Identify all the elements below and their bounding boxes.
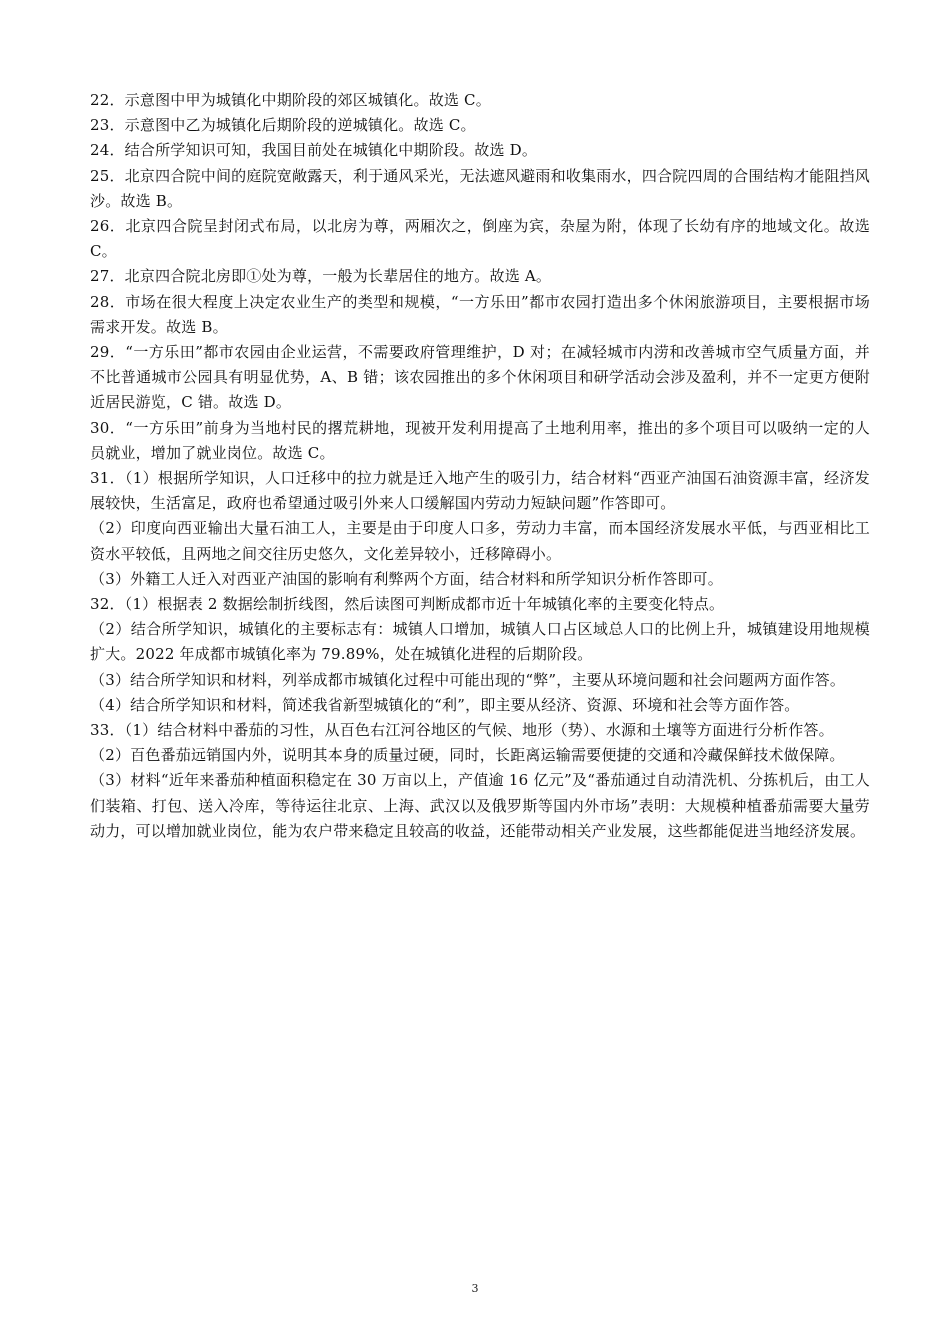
answer-27: 27．北京四合院北房即①处为尊，一般为长辈居住的地方。故选 A。 xyxy=(90,267,552,286)
answer-31-part-3: （3）外籍工人迁入对西亚产油国的影响有利弊两个方面，结合材料和所学知识分析作答即可。 xyxy=(90,569,723,588)
answer-25: 25．北京四合院中间的庭院宽敞露天，利于通风采光，无法遮风避雨和收集雨水，四合院四周的合围结构才能阻挡风沙。故选 B。 xyxy=(90,166,870,210)
answer-32-part-4: （4）结合所学知识和材料，简述我省新型城镇化的“利”，即主要从经济、资源、环境和社会等方面作答。 xyxy=(90,695,800,714)
answer-32-part-3: （3）结合所学知识和材料，列举成都市城镇化过程中可能出现的“弊”，主要从环境问题和社会问题两方面作答。 xyxy=(90,670,846,689)
answer-22: 22．示意图中甲为城镇化中期阶段的郊区城镇化。故选 C。 xyxy=(90,91,491,109)
answer-28: 28．市场在很大程度上决定农业生产的类型和规模，“一方乐田”都市农园打造出多个休闲旅游项目，主要根据市场需求开发。故选 B。 xyxy=(90,292,870,336)
answer-31-part-1: 31．（1）根据所学知识，人口迁移中的拉力就是迁入地产生的吸引力，结合材料“西亚产油国石油资源丰富，经济发展较快，生活富足，政府也希望通过吸引外来人口缓解国内劳动力短缺问题”作答即可。 xyxy=(90,469,870,513)
answer-29: 29．“一方乐田”都市农园由企业运营，不需要政府管理维护，D 对；在减轻城市内涝和改善城市空气质量方面，并不比普通城市公园具有明显优势，A、B 错；该农园推出的多个休闲项目和研学活动会涉及盈利，并不一定更方便附近居民游览，C 错。故选 D。 xyxy=(90,343,870,412)
answer-31-part-2: （2）印度向西亚输出大量石油工人，主要是由于印度人口多，劳动力丰富，而本国经济发展水平低，与西亚相比工资水平较低，且两地之间交往历史悠久，文化差异较小，迁移障碍小。 xyxy=(90,519,870,563)
answer-23: 23．示意图中乙为城镇化后期阶段的逆城镇化。故选 C。 xyxy=(90,116,476,135)
answer-33-part-1: 33．（1）结合材料中番茄的习性，从百色右江河谷地区的气候、地形（势）、水源和土壤等方面进行分析作答。 xyxy=(90,721,834,740)
answer-32-part-1: 32．（1）根据表 2 数据绘制折线图，然后读图可判断成都市近十年城镇化率的主要变化特点。 xyxy=(90,595,725,614)
answer-30: 30．“一方乐田”前身为当地村民的撂荒耕地，现被开发利用提高了土地利用率，推出的多个项目可以吸纳一定的人员就业，增加了就业岗位。故选 C。 xyxy=(90,418,870,462)
answer-24: 24．结合所学知识可知，我国目前处在城镇化中期阶段。故选 D。 xyxy=(90,141,538,160)
answer-33-part-2: （2）百色番茄远销国内外，说明其本身的质量过硬，同时，长距离运输需要便捷的交通和冷藏保鲜技术做保障。 xyxy=(90,746,845,765)
answer-26: 26．北京四合院呈封闭式布局，以北房为尊，两厢次之，倒座为宾，杂屋为附，体现了长幼有序的地域文化。故选 C。 xyxy=(90,217,870,261)
answer-32-part-2: （2）结合所学知识，城镇化的主要标志有：城镇人口增加，城镇人口占区域总人口的比例上升，城镇建设用地规模扩大。2022 年成都市城镇化率为 79.89%，处在城镇化进程的后期阶段。 xyxy=(90,620,870,664)
page-number: 3 xyxy=(471,1282,479,1295)
answer-text-body xyxy=(90,88,870,844)
answer-33-part-3: （3）材料“近年来番茄种植面积稳定在 30 万亩以上，产值逾 16 亿元”及“番茄通过自动清洗机、分拣机后，由工人们装箱、打包、送入冷库，等待运往北京、上海、武汉以及俄罗斯等国内外市场”表明：大规模种植番茄需要大量劳动力，可以增加就业岗位，能为农户带来稳定且较高的收益，还能带动相关产业发展，这些都能促进当地经济发展。 xyxy=(90,771,870,840)
